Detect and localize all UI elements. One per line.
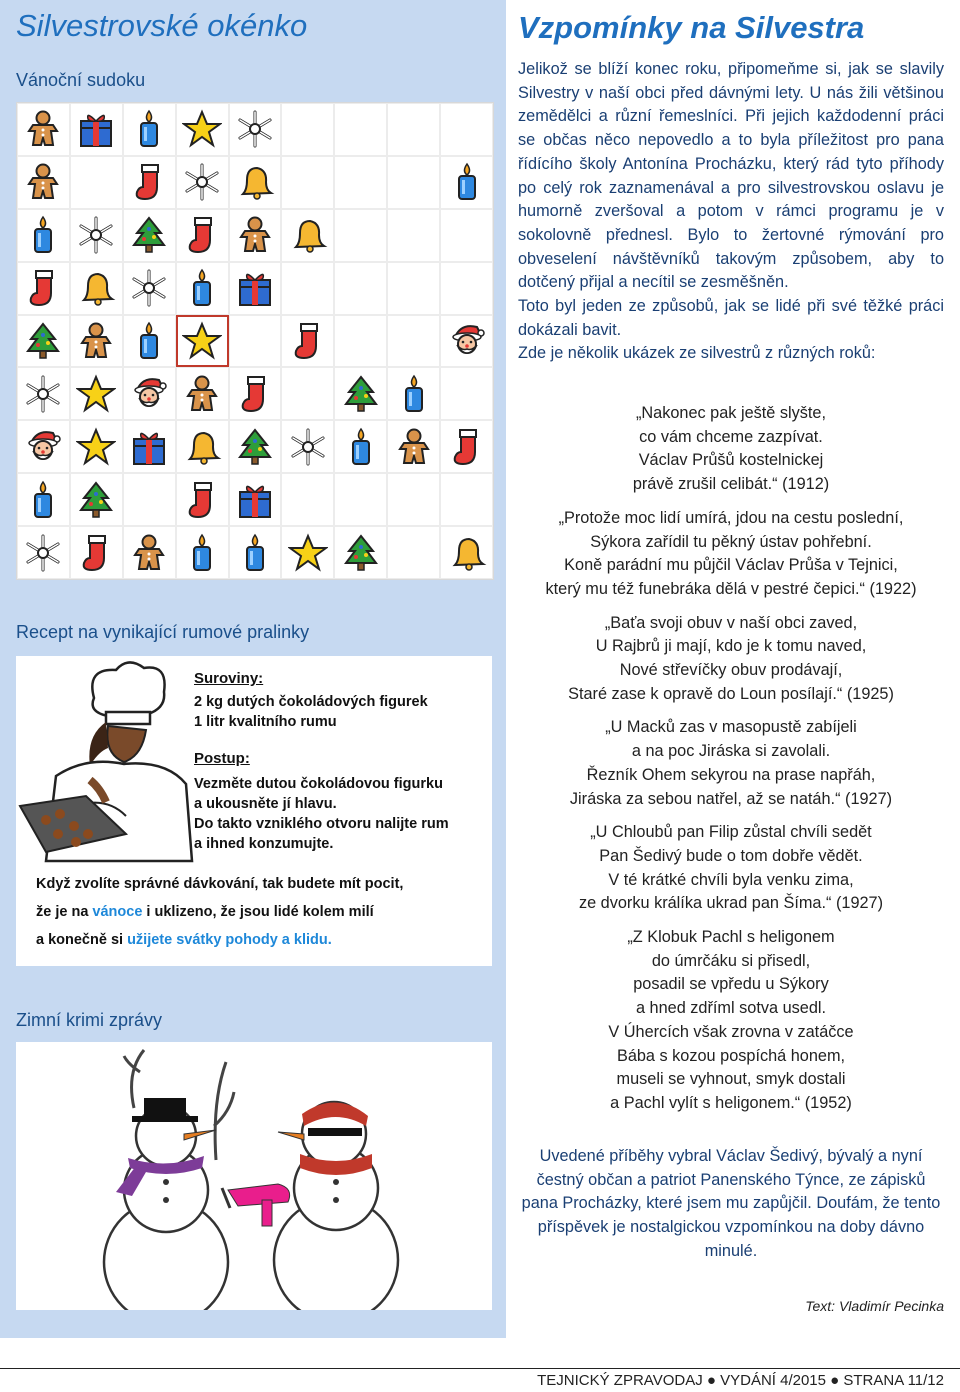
candle-icon xyxy=(341,427,381,467)
article-outro: Uvedené příběhy vybral Václav Šedivý, bývalý a nyní čestný občan a patriot Panenského Týnce, ze zápisků pana Procházky, které jsem mu zapůjčil. Doufám, že tento příspěvek je nostalgickou vzpomínkou na doby dávno minulé. xyxy=(521,1147,941,1260)
candle-icon xyxy=(182,268,222,308)
sudoku-cell[interactable] xyxy=(229,209,282,262)
sudoku-cell[interactable] xyxy=(70,473,123,526)
article-paragraph: Toto byl jeden ze způsobů, jak se lidé při své těžké práci dokázali bavit. xyxy=(518,297,944,339)
sudoku-cell[interactable] xyxy=(17,367,70,420)
stocking-icon xyxy=(288,321,328,361)
sudoku-cell[interactable] xyxy=(176,262,229,315)
sudoku-cell[interactable] xyxy=(440,420,493,473)
candle-icon xyxy=(394,374,434,414)
poem-line: museli se vyhnout, smyk dostali xyxy=(616,1070,846,1089)
sudoku-cell[interactable] xyxy=(17,526,70,579)
sudoku-cell[interactable] xyxy=(123,209,176,262)
sudoku-cell[interactable] xyxy=(176,103,229,156)
poem-line: Staré zase k opravě do Loun posílají.“ (1925) xyxy=(568,684,894,703)
sudoku-cell[interactable] xyxy=(387,420,440,473)
candle-icon xyxy=(129,109,169,149)
snowflake-icon xyxy=(23,533,63,573)
crime-heading: Zimní krimi zprávy xyxy=(16,1010,163,1030)
stocking-icon xyxy=(235,374,275,414)
sudoku-cell[interactable] xyxy=(17,103,70,156)
gingerbread-icon xyxy=(235,215,275,255)
star-icon xyxy=(182,321,222,361)
snowflake-icon xyxy=(235,109,275,149)
sudoku-cell[interactable] xyxy=(387,209,440,262)
sudoku-cell[interactable] xyxy=(17,473,70,526)
sudoku-cell[interactable] xyxy=(123,473,176,526)
sudoku-cell[interactable] xyxy=(70,420,123,473)
sudoku-cell[interactable] xyxy=(70,315,123,368)
star-icon xyxy=(76,374,116,414)
sudoku-grid xyxy=(16,102,494,580)
poem-line: „Z Klobuk Pachl s heligonem xyxy=(627,928,835,947)
footer-divider xyxy=(0,1368,960,1369)
sudoku-cell[interactable] xyxy=(229,315,282,368)
tree-icon xyxy=(341,533,381,573)
poem-line: právě zrušil celibát.“ (1912) xyxy=(632,475,830,494)
poem-line: a hned zdříml sotva usedl. xyxy=(635,999,827,1018)
sudoku-cell[interactable] xyxy=(281,156,334,209)
sudoku-cell[interactable] xyxy=(17,315,70,368)
poem-stanza xyxy=(518,821,944,916)
snowflake-icon xyxy=(288,427,328,467)
poem-stanza xyxy=(518,402,944,497)
sidebar-title: Silvestrovské okénko xyxy=(16,8,308,43)
stocking-icon xyxy=(182,480,222,520)
sudoku-cell[interactable] xyxy=(176,315,229,368)
footer-text: a konečně si xyxy=(36,932,128,948)
candle-icon xyxy=(182,533,222,573)
sudoku-cell[interactable] xyxy=(229,262,282,315)
gingerbread-icon xyxy=(23,109,63,149)
poem-line: Sýkora zařídil tu pěkný ústav pohřební. xyxy=(590,532,872,551)
star-icon xyxy=(288,533,328,573)
poem-line: „U Macků zas v masopustě zabíjeli xyxy=(605,718,857,737)
poem-year: (1912) xyxy=(777,475,830,494)
sudoku-cell[interactable] xyxy=(123,156,176,209)
ingredients-heading: Suroviny: xyxy=(194,670,264,687)
sudoku-cell[interactable] xyxy=(70,156,123,209)
poem-line: který mu též funebráka dělá v pestré čepici.“ (1922) xyxy=(545,579,917,598)
sudoku-cell[interactable] xyxy=(229,420,282,473)
sudoku-cell[interactable] xyxy=(440,156,493,209)
article-paragraph: Jelikož se blíží konec roku, připomeňme si, jak se slavily Silvestry v naší obci před dávnými lety. U nás žili většinou zemědělci a různí řemeslníci. Při jejich každodenní práci se občas něco nepovedlo a to byla příležitost pro pana řídícího školy Antonína Procházku, který rád tyto příhody po celý rok zaznamenával a pro silvestrovskou oslavu je humorně zveršoval a potom v rámci programu je v sokolovně přednesl. Bylo to žertovné rýmování pro obveselení návštěvníků takovým způsobem, aby to dotčený přijal a necítil se zesměšněn. xyxy=(518,60,944,292)
sudoku-cell[interactable] xyxy=(440,209,493,262)
sudoku-cell[interactable] xyxy=(229,473,282,526)
article-paragraph: Zde je několik ukázek ze silvestrů z různých roků: xyxy=(518,344,876,363)
snowflake-icon xyxy=(23,374,63,414)
poem-stanza xyxy=(518,926,944,1116)
sudoku-cell[interactable] xyxy=(17,209,70,262)
sudoku-cell[interactable] xyxy=(387,262,440,315)
method-heading: Postup: xyxy=(194,750,250,767)
stocking-icon xyxy=(182,215,222,255)
author-credit: Text: Vladimír Pecinka xyxy=(805,1298,944,1314)
snowmen-illustration xyxy=(16,1042,492,1310)
snowflake-icon xyxy=(76,215,116,255)
ingredient-line: 1 litr kvalitního rumu xyxy=(194,714,337,730)
bell-icon xyxy=(288,215,328,255)
chef-illustration xyxy=(16,656,492,866)
sudoku-cell[interactable] xyxy=(229,103,282,156)
poem-year: (1927) xyxy=(831,894,884,913)
gift-icon xyxy=(129,427,169,467)
sudoku-cell[interactable] xyxy=(281,526,334,579)
recipe-footer-line xyxy=(36,932,332,948)
poem-line: Pan Šedivý bude o tom dobře vědět. xyxy=(599,846,863,865)
snowmen-drawing xyxy=(16,1042,492,1310)
poem-line: ze dvorku králíka ukrad pan Šíma.“ (1927) xyxy=(578,894,884,913)
sudoku-cell[interactable] xyxy=(229,367,282,420)
ingredient-line: 2 kg dutých čokoládových figurek xyxy=(194,694,428,710)
star-icon xyxy=(76,427,116,467)
poem-line: co vám chceme zazpívat. xyxy=(639,427,823,446)
footer-text: že je na xyxy=(36,904,93,920)
sudoku-cell[interactable] xyxy=(229,156,282,209)
recipe-footer-line: Když zvolíte správné dávkování, tak budete mít pocit, xyxy=(36,876,404,892)
bell-icon xyxy=(447,533,487,573)
recipe-illustration xyxy=(16,656,492,966)
poem-line: V té krátké chvíli byla venku zima, xyxy=(608,870,854,889)
santa-icon xyxy=(129,374,169,414)
poem-line: a na poc Jiráska si zavolali. xyxy=(631,742,831,761)
sudoku-cell[interactable] xyxy=(387,103,440,156)
sudoku-cell[interactable] xyxy=(440,367,493,420)
recipe-footer-line xyxy=(36,904,374,920)
sudoku-cell[interactable] xyxy=(176,473,229,526)
sudoku-cell[interactable] xyxy=(70,367,123,420)
sudoku-cell[interactable] xyxy=(387,156,440,209)
tree-icon xyxy=(76,480,116,520)
poem-stanza xyxy=(518,507,944,602)
poem-year: (1952) xyxy=(800,1093,852,1112)
sudoku-cell[interactable] xyxy=(70,209,123,262)
gingerbread-icon xyxy=(76,321,116,361)
sudoku-cell[interactable] xyxy=(440,315,493,368)
sudoku-cell[interactable] xyxy=(17,262,70,315)
sudoku-cell[interactable] xyxy=(334,262,387,315)
poem-line: do úmrčáku si přisedl, xyxy=(651,951,811,970)
sudoku-cell[interactable] xyxy=(17,156,70,209)
stocking-icon xyxy=(76,533,116,573)
candle-icon xyxy=(235,533,275,573)
sudoku-cell[interactable] xyxy=(334,473,387,526)
sudoku-cell[interactable] xyxy=(334,367,387,420)
footer-text: i uklizeno, že jsou lidé kolem milí xyxy=(142,904,374,920)
stocking-icon xyxy=(23,268,63,308)
sudoku-cell[interactable] xyxy=(440,526,493,579)
method-line: a ukousněte jí hlavu. xyxy=(194,796,337,812)
sudoku-cell[interactable] xyxy=(334,156,387,209)
poem-line: Jiráska za sebou natřel, až se natáh.“ (1927) xyxy=(569,789,893,808)
sudoku-cell[interactable] xyxy=(176,526,229,579)
snowflake-icon xyxy=(129,268,169,308)
sudoku-cell[interactable] xyxy=(440,103,493,156)
candle-icon xyxy=(447,162,487,202)
sudoku-cell[interactable] xyxy=(123,526,176,579)
sudoku-cell[interactable] xyxy=(281,420,334,473)
santa-icon xyxy=(447,321,487,361)
recipe-heading: Recept na vynikající rumové pralinky xyxy=(16,622,310,642)
sudoku-cell[interactable] xyxy=(176,156,229,209)
sudoku-cell[interactable] xyxy=(70,526,123,579)
gift-icon xyxy=(235,268,275,308)
tree-icon xyxy=(129,215,169,255)
page-footer: TEJNICKÝ ZPRAVODAJ ● VYDÁNÍ 4/2015 ● STRANA 11/12 xyxy=(537,1372,944,1389)
sudoku-cell[interactable] xyxy=(17,420,70,473)
footer-highlight: vánoce xyxy=(92,904,143,920)
sudoku-cell[interactable] xyxy=(229,526,282,579)
method-line: Do takto vzniklého otvoru nalijte rum xyxy=(194,816,449,832)
santa-icon xyxy=(23,427,63,467)
sudoku-cell[interactable] xyxy=(281,367,334,420)
poem-line: Václav Průšů kostelnickej xyxy=(638,451,824,470)
sudoku-cell[interactable] xyxy=(334,526,387,579)
sudoku-cell[interactable] xyxy=(176,420,229,473)
stocking-icon xyxy=(129,162,169,202)
tree-icon xyxy=(341,374,381,414)
gift-icon xyxy=(76,109,116,149)
snowflake-icon xyxy=(182,162,222,202)
gingerbread-icon xyxy=(394,427,434,467)
method-line: a ihned konzumujte. xyxy=(194,836,334,852)
sudoku-cell[interactable] xyxy=(387,473,440,526)
poem-stanza xyxy=(518,612,944,707)
sudoku-cell[interactable] xyxy=(123,262,176,315)
sudoku-cell[interactable] xyxy=(281,473,334,526)
sudoku-cell[interactable] xyxy=(334,420,387,473)
poem-line: V Úhercích však zrovna v zatáčce xyxy=(608,1022,854,1041)
poem-year: (1922) xyxy=(864,579,917,598)
poem-line: Koně parádní mu půjčil Václav Průša v Tejnici, xyxy=(564,556,898,575)
footer-highlight: užijete svátky pohody a klidu. xyxy=(127,932,332,948)
sudoku-cell[interactable] xyxy=(70,262,123,315)
gingerbread-icon xyxy=(129,533,169,573)
sudoku-cell[interactable] xyxy=(281,262,334,315)
sudoku-cell[interactable] xyxy=(123,315,176,368)
sudoku-heading: Vánoční sudoku xyxy=(16,70,146,90)
sudoku-cell[interactable] xyxy=(70,103,123,156)
poem-line: „U Chloubů pan Filip zůstal chvíli sedět xyxy=(590,823,872,842)
sudoku-cell[interactable] xyxy=(123,367,176,420)
sudoku-cell[interactable] xyxy=(281,315,334,368)
sudoku-cell[interactable] xyxy=(387,367,440,420)
sudoku-cell[interactable] xyxy=(281,209,334,262)
gingerbread-icon xyxy=(23,162,63,202)
sudoku-cell[interactable] xyxy=(176,367,229,420)
candle-icon xyxy=(23,215,63,255)
bell-icon xyxy=(76,268,116,308)
sudoku-cell[interactable] xyxy=(334,315,387,368)
sudoku-cell[interactable] xyxy=(334,209,387,262)
candle-icon xyxy=(23,480,63,520)
sudoku-cell[interactable] xyxy=(387,315,440,368)
poem-line: Bába s kozou pospíchá honem, xyxy=(616,1046,846,1065)
stocking-icon xyxy=(447,427,487,467)
article-body xyxy=(518,58,944,366)
sudoku-cell[interactable] xyxy=(440,262,493,315)
bell-icon xyxy=(235,162,275,202)
sudoku-cell[interactable] xyxy=(123,420,176,473)
poem-line: posadil se vpředu u Sýkory xyxy=(633,975,829,994)
star-icon xyxy=(182,109,222,149)
poem-line: a Pachl vylít s heligonem.“ (1952) xyxy=(610,1093,852,1112)
poem-line: „Nakonec pak ještě slyšte, xyxy=(635,404,827,422)
sudoku-cell[interactable] xyxy=(176,209,229,262)
candle-icon xyxy=(129,321,169,361)
sudoku-cell[interactable] xyxy=(440,473,493,526)
gingerbread-icon xyxy=(182,374,222,414)
poem-line: Řezník Ohem sekyrou na prase napřáh, xyxy=(586,765,876,784)
tree-icon xyxy=(235,427,275,467)
sudoku-cell[interactable] xyxy=(334,103,387,156)
tree-icon xyxy=(23,321,63,361)
sudoku-cell[interactable] xyxy=(281,103,334,156)
method-line: Vezměte dutou čokoládovou figurku xyxy=(194,776,443,792)
sudoku-cell[interactable] xyxy=(123,103,176,156)
poem-year: (1925) xyxy=(842,684,894,703)
gift-icon xyxy=(235,480,275,520)
poem-line: „Baťa svoji obuv v naší obci zaved, xyxy=(604,613,858,632)
poem-line: U Rajbrů ji mají, kdo je k tomu naved, xyxy=(595,637,867,656)
poem-line: „Protože moc lidí umírá, jdou na cestu poslední, xyxy=(558,508,904,527)
bell-icon xyxy=(182,427,222,467)
poem-year: (1927) xyxy=(840,789,893,808)
sudoku-cell[interactable] xyxy=(387,526,440,579)
poem-stanza xyxy=(518,716,944,811)
poem-line: Nové střevíčky obuv prodávají, xyxy=(619,661,843,680)
poems-list xyxy=(518,402,944,1126)
article-title: Vzpomínky na Silvestra xyxy=(518,10,865,45)
